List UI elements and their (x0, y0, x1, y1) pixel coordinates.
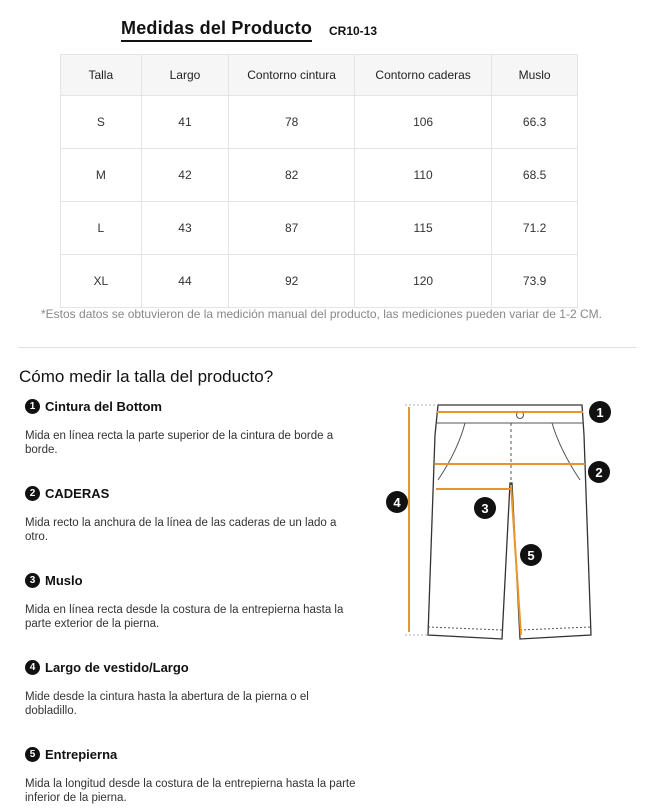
table-cell: 115 (354, 202, 491, 255)
number-badge: 4 (25, 660, 40, 675)
marker-1 (589, 401, 611, 423)
guide-item-length (25, 660, 370, 718)
guide-description: Mide desde la cintura hasta la abertura de la pierna o el dobladillo. (25, 691, 309, 717)
table-cell: 120 (354, 255, 491, 308)
table-cell: 73.9 (492, 255, 578, 308)
column-header: Talla (61, 55, 142, 96)
guide-description: Mida en línea recta la parte superior de la cintura de borde a borde. (25, 430, 334, 456)
guide-title: Muslo (45, 573, 83, 588)
measurement-note: *Estos datos se obtuvieron de la medición manual del producto, las mediciones pueden variar de 1-2 CM. (41, 307, 602, 321)
table-cell: 41 (141, 96, 229, 149)
shorts-icon (428, 405, 591, 639)
table-cell: 82 (229, 149, 355, 202)
section-divider (18, 347, 636, 348)
guide-heading (25, 573, 370, 588)
column-header: Contorno caderas (354, 55, 491, 96)
guide-description: Mida recto la anchura de la línea de las caderas de un lado a otro. (25, 517, 337, 543)
number-badge: 5 (25, 747, 40, 762)
table-cell: 106 (354, 96, 491, 149)
table-row (61, 202, 578, 255)
table-cell: 66.3 (492, 96, 578, 149)
marker-4 (386, 491, 408, 513)
column-header: Muslo (492, 55, 578, 96)
svg-text:1: 1 (596, 405, 604, 420)
table-cell: XL (61, 255, 142, 308)
svg-text:3: 3 (481, 501, 489, 516)
table-cell: M (61, 149, 142, 202)
table-header-row (61, 55, 578, 96)
table-cell: L (61, 202, 142, 255)
table-cell: 71.2 (492, 202, 578, 255)
number-badge: 2 (25, 486, 40, 501)
guide-item-hips (25, 486, 370, 544)
guide-description: Mida en línea recta desde la costura de la entrepierna hasta la parte exterior de la pierna. (25, 604, 344, 630)
shorts-measurement-diagram (380, 395, 642, 645)
guide-item-inseam (25, 747, 370, 805)
guide-title: Entrepierna (45, 747, 118, 762)
table-cell: 42 (141, 149, 229, 202)
table-cell: S (61, 96, 142, 149)
table-cell: 92 (229, 255, 355, 308)
column-header: Largo (141, 55, 229, 96)
guide-heading (25, 486, 370, 501)
svg-text:5: 5 (527, 548, 535, 563)
guide-title: Largo de vestido/Largo (45, 660, 189, 675)
table-row (61, 149, 578, 202)
guide-title: CADERAS (45, 486, 110, 501)
guide-title: Cintura del Bottom (45, 399, 162, 414)
number-badge: 3 (25, 573, 40, 588)
svg-text:4: 4 (393, 495, 401, 510)
guide-heading (25, 747, 370, 762)
product-code: CR10-13 (329, 24, 378, 38)
column-header: Contorno cintura (229, 55, 355, 96)
guide-item-thigh (25, 573, 370, 631)
marker-2 (588, 461, 610, 483)
size-table (60, 54, 578, 308)
table-cell: 110 (354, 149, 491, 202)
guide-description: Mida la longitud desde la costura de la entrepierna hasta la parte inferior de la pierna. (25, 778, 356, 804)
guide-item-waist (25, 399, 370, 457)
marker-5 (520, 544, 542, 566)
table-cell: 44 (141, 255, 229, 308)
table-row (61, 96, 578, 149)
number-badge: 1 (25, 399, 40, 414)
how-to-measure-title: Cómo medir la talla del producto? (19, 367, 274, 386)
page-title: Medidas del Producto (121, 18, 312, 42)
guide-heading (25, 660, 370, 675)
table-row (61, 255, 578, 308)
guide-heading (25, 399, 370, 414)
marker-3 (474, 497, 496, 519)
table-cell: 87 (229, 202, 355, 255)
svg-text:2: 2 (595, 465, 603, 480)
table-cell: 78 (229, 96, 355, 149)
table-cell: 43 (141, 202, 229, 255)
table-cell: 68.5 (492, 149, 578, 202)
